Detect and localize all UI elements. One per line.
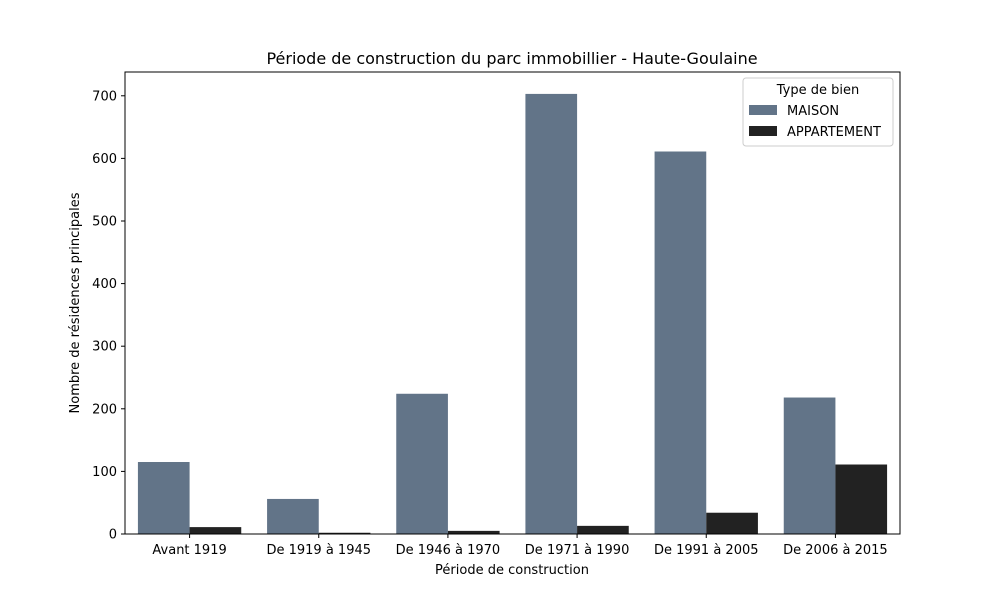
- legend-label-appartement: APPARTEMENT: [787, 125, 881, 140]
- bar-appartement-3: [577, 526, 629, 534]
- x-tick-label: De 1971 à 1990: [524, 543, 630, 558]
- y-tick-label: 300: [92, 339, 117, 355]
- bar-maison-2: [396, 394, 448, 534]
- legend-label-maison: MAISON: [787, 104, 840, 119]
- y-tick-label: 200: [92, 402, 117, 418]
- y-tick-label: 500: [92, 214, 117, 230]
- y-axis-label: Nombre de résidences principales: [68, 192, 83, 414]
- chart-title: Période de construction du parc immobillier - Haute-Goulaine: [266, 49, 758, 68]
- bar-maison-4: [655, 152, 707, 535]
- y-tick-label: 700: [92, 89, 117, 105]
- legend-title: Type de bien: [776, 83, 860, 98]
- y-tick-label: 400: [92, 277, 117, 293]
- legend-swatch-maison: [749, 105, 777, 115]
- y-tick-label: 0: [108, 527, 117, 543]
- y-tick-label: 600: [92, 151, 117, 167]
- x-tick-label: De 1919 à 1945: [266, 543, 372, 558]
- bar-maison-1: [267, 499, 319, 534]
- bar-appartement-5: [835, 465, 887, 534]
- y-tick-label: 100: [92, 464, 117, 480]
- bar-maison-5: [784, 398, 836, 534]
- bar-maison-3: [525, 94, 577, 534]
- x-tick-label: De 2006 à 2015: [783, 543, 888, 558]
- x-axis-label: Période de construction: [435, 563, 589, 578]
- x-tick-label: Avant 1919: [152, 543, 227, 558]
- bar-maison-0: [138, 462, 190, 534]
- x-tick-label: De 1991 à 2005: [653, 543, 759, 558]
- legend: [743, 78, 893, 146]
- legend-swatch-appartement: [749, 126, 777, 136]
- bar-appartement-4: [706, 513, 758, 534]
- bar-appartement-0: [190, 527, 242, 534]
- x-tick-label: De 1946 à 1970: [395, 543, 501, 558]
